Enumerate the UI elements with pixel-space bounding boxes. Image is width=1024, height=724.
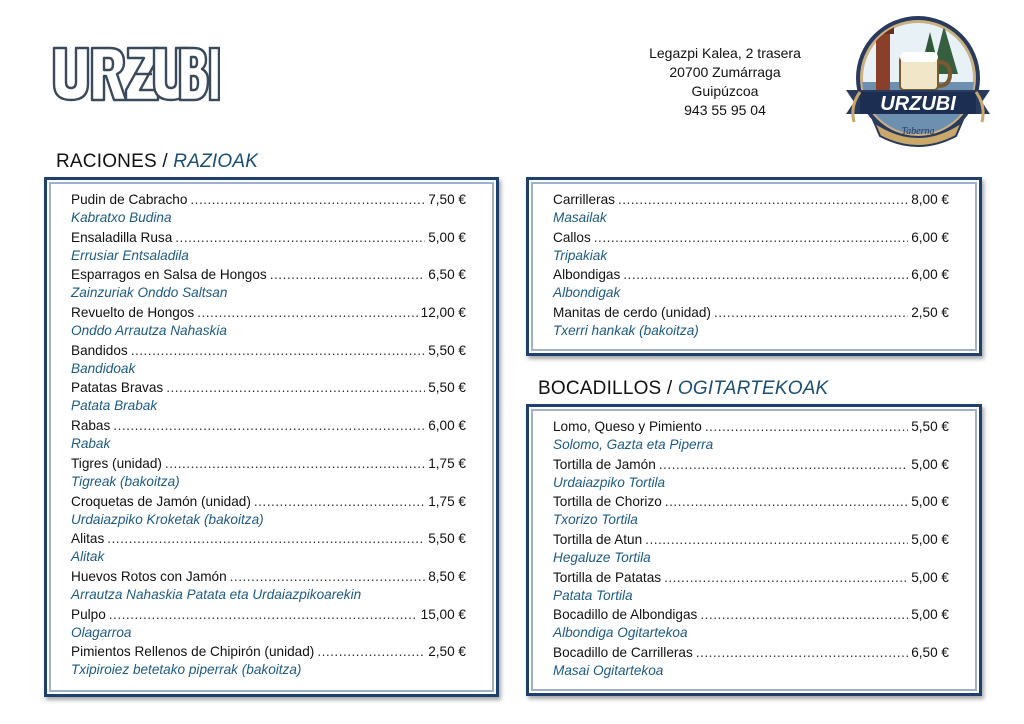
leader-dots	[317, 642, 425, 661]
leader-dots	[705, 417, 908, 436]
menu-item-basque-name: Albondigak	[553, 285, 621, 301]
leader-dots	[166, 378, 425, 397]
menu-item	[71, 454, 466, 492]
leader-dots	[109, 605, 418, 624]
menu-item-row	[553, 190, 949, 209]
menu-item-basque-name: Kabratxo Budina	[71, 210, 172, 225]
menu-item-row	[553, 455, 949, 474]
badge-title: URZUBI	[880, 93, 956, 115]
menu-item-name: Alitas	[71, 531, 105, 547]
menu-item-name: Croquetas de Jamón (unidad)	[71, 493, 251, 509]
menu-item-price: 5,00 €	[911, 456, 949, 472]
leader-dots	[623, 265, 908, 284]
menu-item-price: 5,00 €	[428, 229, 466, 245]
menu-item-name: Albondigas	[553, 267, 621, 283]
menu-item-row	[553, 643, 949, 662]
menu-item	[71, 642, 466, 680]
menu-item-row	[71, 454, 466, 473]
menu-item-basque-name: Txorizo Tortila	[553, 512, 638, 528]
menu-item-price: 7,50 €	[428, 192, 466, 207]
raciones-box	[44, 177, 499, 697]
menu-item-price: 6,50 €	[428, 267, 466, 283]
address-province: Guipúzcoa	[691, 83, 759, 99]
platos-box	[526, 177, 982, 356]
menu-item-price: 2,50 €	[911, 305, 949, 321]
menu-item	[553, 530, 949, 568]
menu-item-basque-name: Albondiga Ogitartekoa	[553, 625, 688, 641]
leader-dots	[594, 228, 908, 247]
menu-item-price: 15,00 €	[420, 606, 466, 622]
menu-item-row	[71, 642, 466, 661]
leader-dots	[131, 341, 426, 360]
menu-item-name: Pimientos Rellenos de Chipirón (unidad)	[71, 644, 315, 660]
menu-item	[71, 492, 466, 530]
menu-item	[71, 265, 466, 303]
menu-item	[71, 416, 466, 454]
leader-dots	[700, 605, 908, 624]
raciones-list	[71, 190, 466, 680]
leader-dots	[618, 190, 908, 209]
address-phone: 943 55 95 04	[684, 102, 766, 118]
menu-item-basque-name: Urdaiazpiko Tortila	[553, 474, 666, 490]
menu-item-basque-name: Errusiar Entsaladila	[71, 247, 189, 263]
menu-item-row	[553, 530, 949, 549]
menu-item-row	[553, 303, 949, 322]
menu-item-basque-name: Hegaluze Tortila	[553, 550, 651, 566]
menu-item-row	[71, 492, 466, 511]
menu-item-basque-name: Tripakiak	[553, 247, 608, 263]
menu-item-price: 8,50 €	[428, 568, 466, 584]
platos-list	[553, 190, 949, 341]
menu-item-price: 6,50 €	[911, 645, 949, 661]
menu-item	[71, 567, 466, 605]
leader-dots	[197, 303, 417, 322]
leader-dots	[696, 643, 908, 662]
menu-item-row	[71, 303, 466, 322]
taberna-badge	[840, 12, 996, 160]
leader-dots	[165, 454, 425, 473]
raciones-title	[56, 151, 258, 173]
menu-item	[553, 190, 949, 228]
menu-item-price: 5,00 €	[911, 494, 949, 510]
menu-item-row	[553, 265, 949, 284]
menu-item-price: 12,00 €	[420, 305, 466, 321]
raciones-title-eu: RAZIOAK	[173, 151, 259, 172]
menu-item-name: Manitas de cerdo (unidad)	[553, 305, 711, 321]
menu-item-basque-name: Zainzuriak Onddo Saltsan	[71, 285, 228, 301]
menu-item-price: 5,50 €	[428, 342, 466, 358]
address-city: 20700 Zumárraga	[669, 64, 781, 80]
bocadillos-list	[553, 417, 949, 681]
menu-item-price: 5,50 €	[911, 419, 949, 434]
menu-item-price: 6,00 €	[911, 267, 949, 283]
leader-dots	[254, 492, 425, 511]
menu-item	[71, 605, 466, 643]
menu-item	[553, 455, 949, 493]
menu-item-basque-name: Rabak	[71, 436, 111, 452]
menu-item	[553, 228, 949, 266]
menu-item-price: 5,50 €	[428, 380, 466, 396]
leader-dots	[270, 265, 425, 284]
urzubi-logo	[52, 44, 220, 104]
menu-item-basque-name: Onddo Arrautza Nahaskia	[71, 323, 227, 339]
menu-item-name: Revuelto de Hongos	[71, 305, 195, 321]
menu-item-name: Tigres (unidad)	[71, 455, 162, 471]
menu-item-price: 5,00 €	[911, 569, 949, 585]
menu-item-basque-name: Txipiroiez betetako piperrak (bakoitza)	[71, 662, 302, 678]
leader-dots	[107, 529, 425, 548]
menu-item	[553, 417, 949, 455]
menu-item-name: Bandidos	[71, 342, 128, 358]
menu-item-row	[553, 568, 949, 587]
menu-item-name: Pudin de Cabracho	[71, 192, 188, 207]
menu-item	[553, 265, 949, 303]
menu-item-row	[71, 190, 466, 209]
menu-item-basque-name: Txerri hankak (bakoitza)	[553, 323, 699, 339]
menu-item	[553, 568, 949, 606]
menu-item-row	[71, 378, 466, 397]
menu-item	[71, 190, 466, 228]
address-street: Legazpi Kalea, 2 trasera	[649, 45, 801, 61]
menu-item-basque-name: Olagarroa	[71, 624, 132, 640]
menu-item	[553, 303, 949, 341]
leader-dots	[714, 303, 908, 322]
bocadillos-title-es: BOCADILLOS /	[538, 378, 673, 399]
menu-item-name: Esparragos en Salsa de Hongos	[71, 267, 267, 283]
menu-item	[553, 643, 949, 681]
menu-item	[71, 341, 466, 379]
leader-dots	[659, 455, 908, 474]
menu-item-basque-name: Masai Ogitartekoa	[553, 663, 664, 679]
menu-item-name: Tortilla de Patatas	[553, 569, 662, 585]
menu-item-row	[553, 417, 949, 436]
raciones-title-es: RACIONES /	[56, 151, 168, 172]
bocadillos-title	[538, 378, 828, 400]
leader-dots	[113, 416, 425, 435]
menu-item-basque-name: Solomo, Gazta eta Piperra	[553, 437, 714, 452]
menu-item-row	[553, 492, 949, 511]
menu-item-price: 5,50 €	[428, 531, 466, 547]
menu-item-name: Callos	[553, 229, 591, 245]
menu-item-name: Pulpo	[71, 606, 106, 622]
menu-item-row	[71, 416, 466, 435]
menu-item-name: Carrilleras	[553, 192, 615, 207]
menu-item-basque-name: Bandidoak	[71, 360, 136, 376]
menu-item-row	[71, 567, 466, 586]
menu-item-price: 1,75 €	[428, 455, 466, 471]
menu-item-row	[553, 605, 949, 624]
leader-dots	[665, 492, 908, 511]
menu-item-basque-name: Alitak	[71, 549, 105, 565]
menu-item-name: Patatas Bravas	[71, 380, 164, 396]
menu-item-name: Tortilla de Atun	[553, 532, 643, 548]
menu-item-name: Ensaladilla Rusa	[71, 229, 173, 245]
menu-item-price: 8,00 €	[911, 192, 949, 207]
menu-item-row	[71, 341, 466, 360]
leader-dots	[175, 228, 425, 247]
menu-item-name: Huevos Rotos con Jamón	[71, 568, 227, 584]
menu-item	[71, 378, 466, 416]
menu-item-price: 1,75 €	[428, 493, 466, 509]
menu-item-basque-name: Urdaiazpiko Kroketak (bakoitza)	[71, 511, 264, 527]
menu-item-name: Tortilla de Chorizo	[553, 494, 662, 510]
menu-item-basque-name: Patata Brabak	[71, 398, 158, 414]
menu-item	[71, 228, 466, 266]
menu-item-price: 6,00 €	[428, 418, 466, 434]
menu-item-price: 6,00 €	[911, 229, 949, 245]
menu-item-name: Rabas	[71, 418, 111, 434]
menu-item-basque-name: Masailak	[553, 210, 607, 225]
menu-item-basque-name: Patata Tortila	[553, 587, 633, 603]
menu-item-name: Tortilla de Jamón	[553, 456, 656, 472]
menu-item-row	[71, 265, 466, 284]
leader-dots	[645, 530, 908, 549]
menu-item-basque-name: Tigreak (bakoitza)	[71, 473, 180, 489]
menu-item	[71, 303, 466, 341]
menu-item-price: 2,50 €	[428, 644, 466, 660]
menu-item-row	[71, 529, 466, 548]
menu-item-price: 5,00 €	[911, 607, 949, 623]
menu-item-row	[71, 605, 466, 624]
leader-dots	[190, 190, 425, 209]
menu-item-name: Lomo, Queso y Pimiento	[553, 419, 702, 434]
bocadillos-title-eu: OGITARTEKOAK	[677, 378, 829, 399]
menu-item-name: Bocadillo de Carrilleras	[553, 645, 693, 661]
menu-item-name: Bocadillo de Albondigas	[553, 607, 698, 623]
menu-item	[71, 529, 466, 567]
leader-dots	[664, 568, 908, 587]
bocadillos-box	[526, 404, 982, 696]
menu-item-basque-name: Arrautza Nahaskia Patata eta Urdaiazpikoarekin	[71, 586, 362, 602]
menu-item	[553, 492, 949, 530]
menu-item-price: 5,00 €	[911, 532, 949, 548]
address-block	[620, 44, 830, 120]
menu-item-row	[71, 228, 466, 247]
menu-item-row	[553, 228, 949, 247]
leader-dots	[230, 567, 426, 586]
menu-item	[553, 605, 949, 643]
badge-subtitle: Taberna	[901, 126, 935, 137]
